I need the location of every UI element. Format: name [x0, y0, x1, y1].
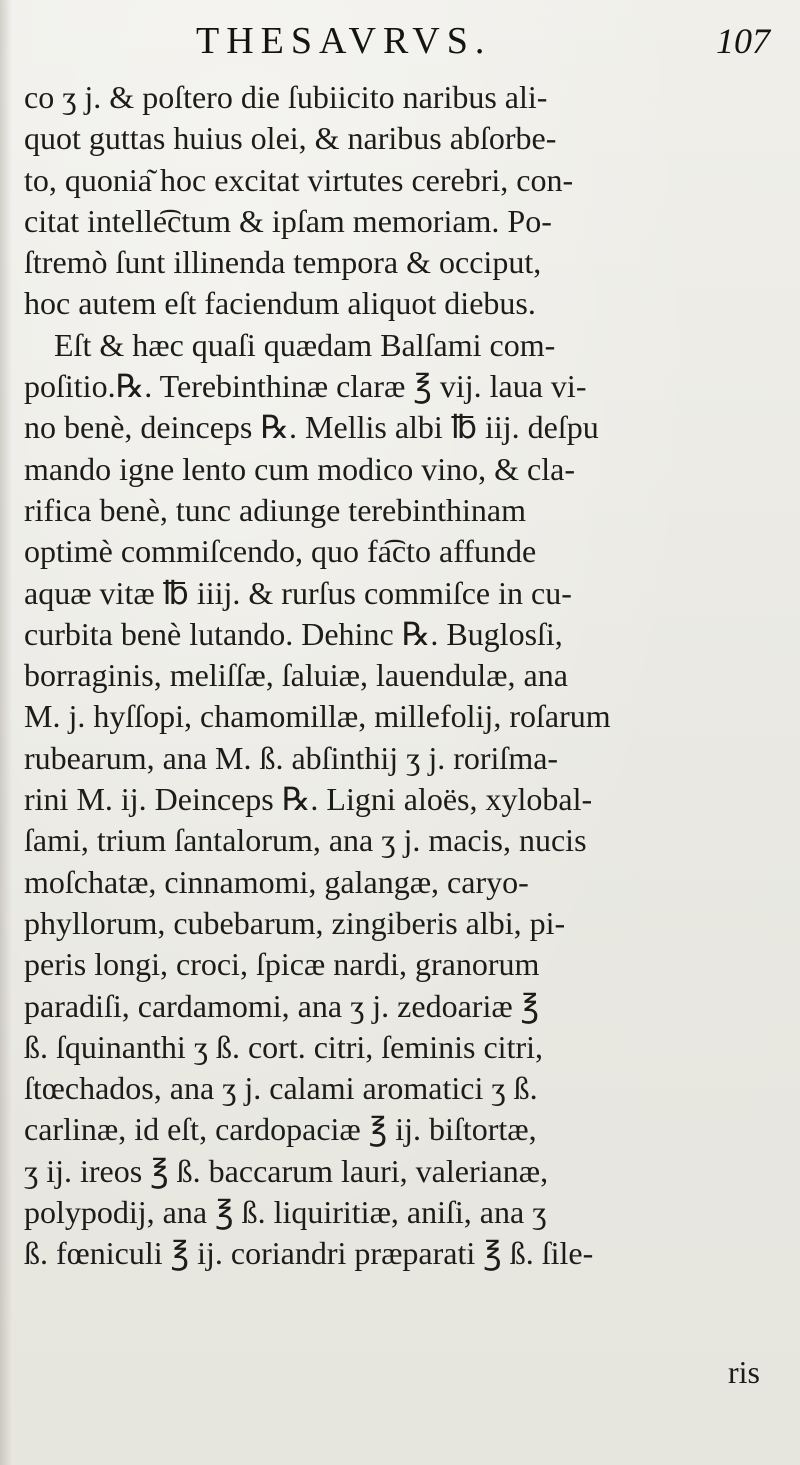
- text-line: ſami, trium ſantalorum, ana ʒ j. macis, nucis: [24, 822, 587, 859]
- text-line: phyllorum, cubebarum, zingiberis albi, pi-: [24, 904, 566, 941]
- text-line: borraginis, meliſſæ, ſaluiæ, lauendulæ, ana: [24, 657, 568, 694]
- text-line: ſtremò ſunt illinenda tempora & occiput,: [24, 244, 542, 281]
- text-line: citat intelle͡ctum & ipſam memoriam. Po-: [24, 202, 552, 239]
- text-line: ß. ſquinanthi ʒ ß. cort. citri, ſeminis citri,: [24, 1028, 543, 1065]
- text-line: moſchatæ, cinnamomi, galangæ, caryo-: [24, 863, 529, 900]
- page-gutter-shadow: [0, 0, 12, 1465]
- text-line: curbita benè lutando. Dehinc ℞. Buglosſi,: [24, 615, 563, 652]
- text-line: quot guttas huius olei, & naribus abſorbe-: [24, 120, 557, 157]
- text-line: ʒ ij. ireos ℥ ß. baccarum lauri, valerianæ,: [24, 1152, 549, 1189]
- text-line: rifica benè, tunc adiunge terebinthinam: [24, 491, 527, 528]
- text-line: co ʒ j. & poſtero die ſubiicito naribus ali-: [24, 79, 548, 115]
- text-line: carlinæ, id eſt, cardopaciæ ℥ ij. biſtortæ,: [24, 1111, 537, 1148]
- page-number: 107: [716, 21, 770, 61]
- text-line: poſitio.℞. Terebinthinæ claræ ℥ vij. laua vi-: [24, 368, 587, 405]
- text-line: ſtœchados, ana ʒ j. calami aromatici ʒ ß.: [24, 1070, 538, 1107]
- text-line: ß. fœniculi ℥ ij. coriandri præparati ℥ ß. ſile-: [24, 1235, 594, 1272]
- text-line: to, quonia͂ hoc excitat virtutes cerebri, con-: [24, 161, 574, 198]
- text-line: mando igne lento cum modico vino, & cla-: [24, 450, 575, 487]
- text-line: paradiſi, cardamomi, ana ʒ j. zedoariæ ℥: [24, 987, 540, 1024]
- text-line: aquæ vitæ ℔ iiij. & rurſus commiſce in cu-: [24, 574, 572, 611]
- text-line: M. j. hyſſopi, chamomillæ, millefolij, roſarum: [24, 698, 611, 735]
- text-line: rubearum, ana M. ß. abſinthij ʒ j. roriſma-: [24, 739, 559, 776]
- text-line: rini M. ij. Deinceps ℞. Ligni aloës, xylobal-: [24, 781, 593, 818]
- text-line: polypodij, ana ℥ ß. liquiritiæ, aniſi, ana ʒ: [24, 1194, 547, 1231]
- text-line: peris longi, croci, ſpicæ nardi, granorum: [24, 946, 540, 983]
- running-title: THESAVRVS.: [196, 20, 492, 62]
- page-header: [0, 16, 800, 66]
- catchword: ris: [728, 1354, 760, 1390]
- body-text: [24, 77, 764, 1275]
- text-line: hoc autem eſt faciendum aliquot diebus.: [24, 285, 536, 322]
- text-line: optimè commiſcendo, quo fa͡cto affunde: [24, 533, 537, 570]
- text-line: Eſt & hæc quaſi quædam Balſami com-: [54, 326, 556, 363]
- text-line: no benè, deinceps ℞. Mellis albi ℔ iij. deſpu: [24, 409, 599, 446]
